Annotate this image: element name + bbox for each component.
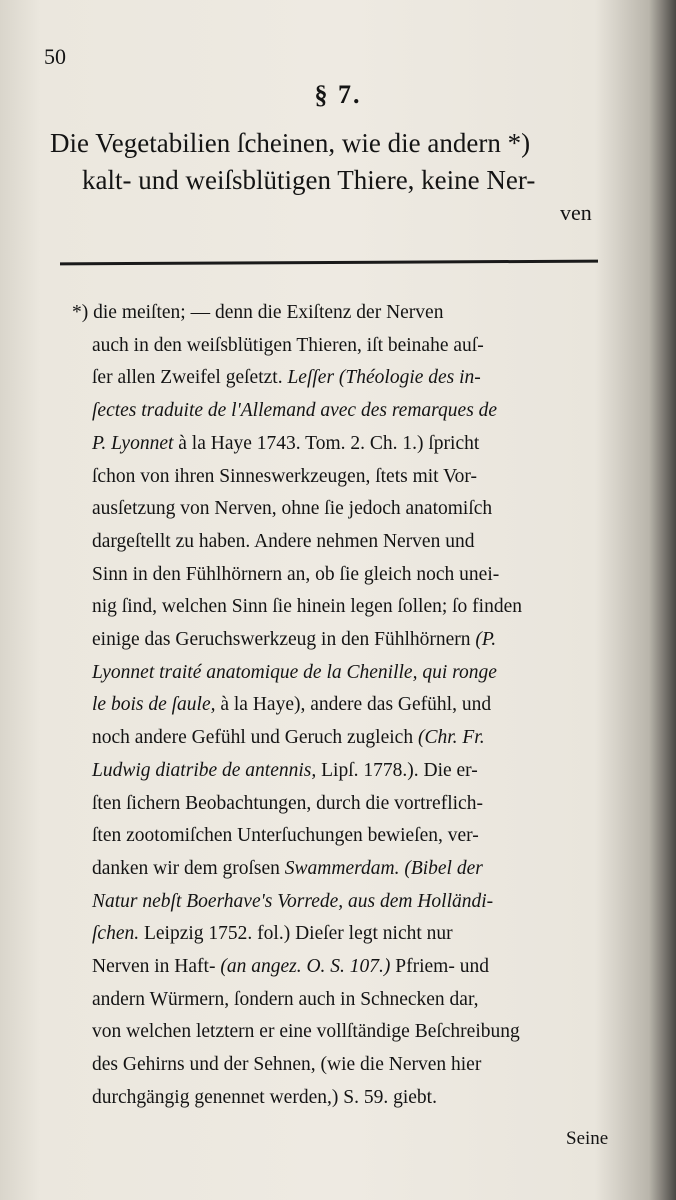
footnote-text: danken wir dem groſsen — [92, 857, 285, 879]
footnote-text: durchgängig genennet werden,) S. 59. giebt. — [92, 1086, 437, 1108]
footnote-italic-text: le bois de ſaule, — [92, 694, 216, 716]
footnote-line — [92, 433, 479, 455]
footnote-line — [92, 858, 483, 880]
main-text-line-1: Die Vegetabilien ſcheinen, wie die andern *) — [50, 128, 531, 158]
footnote-line — [92, 498, 492, 520]
footnote-line — [92, 662, 497, 684]
footnote-line — [92, 956, 489, 978]
footnote-line — [92, 923, 453, 945]
footnote-line — [92, 989, 479, 1011]
footnote-rule — [60, 260, 598, 266]
footnote-text: Pfriem- und — [390, 956, 489, 977]
footnote-line — [92, 1087, 437, 1109]
footnote-text: Leipzig 1752. fol.) Dieſer legt nicht nur — [139, 923, 453, 945]
footnote-line — [92, 531, 474, 553]
footnote-line — [92, 466, 477, 488]
main-text-line-2: kalt- und weiſsblütigen Thiere, keine Ner- — [82, 165, 536, 195]
footnote-line — [92, 760, 478, 782]
footnote-line — [72, 302, 443, 324]
footnote-text: Sinn in den Fühlhörnern an, ob ſie gleich noch unei- — [92, 563, 500, 585]
footnote-line — [92, 793, 483, 815]
footnote-line — [92, 564, 499, 586]
footnote-text: *) die meiſten; — denn die Exiſtenz der Nerven — [72, 302, 444, 323]
footnote-text: à la Haye 1743. Tom. 2. Ch. 1.) ſpricht — [173, 432, 480, 454]
footnote-italic-text: (Chr. Fr. — [417, 727, 485, 749]
footnote-text: auch in den weiſsblütigen Thieren, iſt beinahe auſ- — [92, 334, 484, 356]
footnote-text: des Gehirns und der Sehnen, (wie die Nerven hier — [92, 1054, 482, 1076]
footnote-text: à la Haye), andere das Gefühl, und — [215, 694, 492, 716]
footnote-italic-text: (an angez. O. S. 107.) — [220, 956, 391, 977]
footnote-text: Nerven in Haft- — [92, 956, 221, 977]
page-number: 50 — [44, 44, 66, 69]
footnote-line — [92, 1021, 520, 1043]
footnote-line — [92, 1054, 481, 1076]
catchword-bottom: Seine — [566, 1128, 609, 1149]
footnote-text: ſten ſichern Beobachtungen, durch die vortreflich- — [92, 792, 483, 814]
footnote-line — [92, 629, 496, 651]
footnote-line — [92, 727, 485, 749]
footnote-italic-text: ſchen. — [92, 923, 140, 945]
footnote-text: Lipſ. 1778.). Die er- — [316, 759, 478, 781]
footnote-line — [92, 596, 522, 618]
section-heading: § 7. — [314, 80, 362, 109]
footnote-italic-text: Lyonnet traité anatomique de la Chenille, qui ronge — [92, 661, 497, 683]
footnote-line — [92, 825, 479, 847]
footnote-line — [92, 891, 493, 913]
footnote-line — [92, 367, 481, 389]
footnote-text: ſten zootomiſchen Unterſuchungen bewieſen, ver- — [92, 825, 479, 847]
footnote-italic-text: P. Lyonnet — [92, 432, 174, 454]
footnote-text: ausſetzung von Nerven, ohne ſie jedoch anatomiſch — [92, 498, 493, 520]
footnote-text: noch andere Gefühl und Geruch zugleich — [92, 727, 418, 749]
footnote-text: einige das Geruchswerkzeug in den Fühlhörnern — [92, 629, 476, 650]
footnote-line — [92, 335, 484, 357]
footnote-italic-text: ſectes traduite de l'Allemand avec des remarques de — [92, 400, 498, 422]
footnote-text: andern Würmern, ſondern auch in Schnecken dar, — [92, 988, 479, 1010]
footnote-italic-text: Swammerdam. (Bibel der — [284, 857, 483, 879]
footnote-italic-text: Ludwig diatribe de antennis, — [92, 759, 317, 781]
footnote-italic-text: (P. — [475, 629, 497, 650]
footnote-text: ſchon von ihren Sinneswerkzeugen, ſtets mit Vor- — [92, 465, 478, 487]
footnote-text: nig ſind, welchen Sinn ſie hinein legen ſollen; ſo finden — [92, 596, 522, 618]
footnote-line — [92, 694, 491, 716]
footnote-text: von welchen letztern er eine vollſtändige Beſchreibung — [92, 1021, 520, 1043]
footnote-italic-text: Leſſer (Théologie des in- — [287, 367, 481, 389]
footnote-text: ſer allen Zweifel geſetzt. — [92, 367, 288, 389]
footnote-italic-text: Natur nebſt Boerhave's Vorrede, aus dem Holländi- — [92, 890, 494, 912]
catchword-top: ven — [560, 200, 592, 225]
footnote-line — [92, 400, 497, 422]
footnote-text: dargeſtellt zu haben. Andere nehmen Nerven und — [92, 530, 475, 552]
